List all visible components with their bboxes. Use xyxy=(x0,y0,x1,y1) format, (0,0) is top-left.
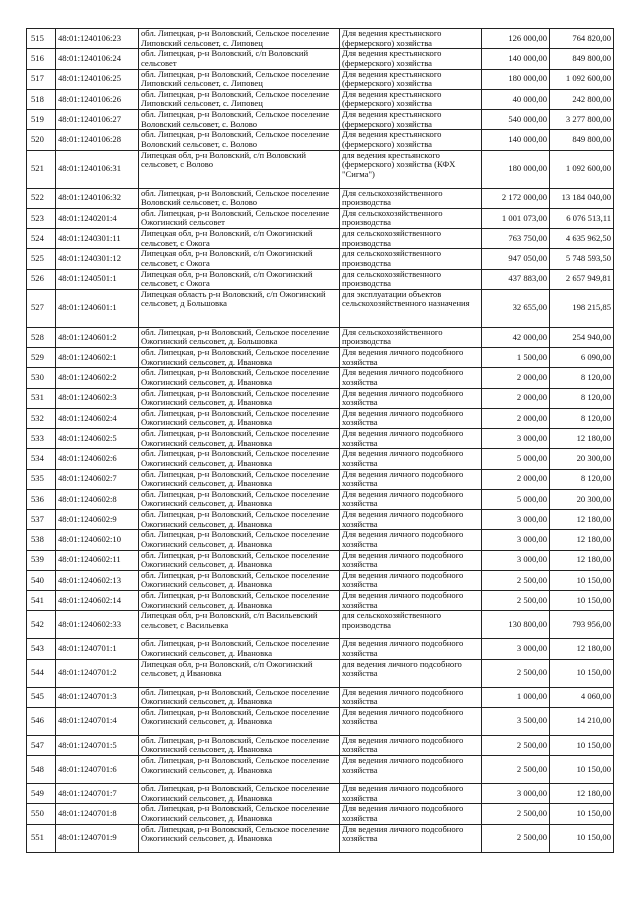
row-number: 520 xyxy=(27,130,56,150)
address: обл. Липецкая, р-н Воловский, с/п Воловский сельсовет xyxy=(139,49,340,69)
table-row xyxy=(27,591,614,611)
row-number: 530 xyxy=(27,368,56,388)
address: обл. Липецкая, р-н Воловский, Сельское поселение Ожогинский сельсовет, д. Ивановка xyxy=(139,469,340,489)
table-row xyxy=(27,29,614,49)
table-row xyxy=(27,639,614,659)
permitted-use: Для ведения личного подсобного хозяйства xyxy=(340,368,482,388)
row-number: 518 xyxy=(27,89,56,109)
address: обл. Липецкая, р-н Воловский, Сельское поселение Ожогинский сельсовет, д. Ивановка xyxy=(139,489,340,509)
cadastral-cost: 849 800,00 xyxy=(550,49,614,69)
permitted-use: Для ведения личного подсобного хозяйства xyxy=(340,429,482,449)
cadastral-number: 48:01:1240602:3 xyxy=(56,388,139,408)
table-row xyxy=(27,687,614,707)
cadastral-cost: 8 120,00 xyxy=(550,368,614,388)
address: обл. Липецкая, р-н Воловский, Сельское поселение Ожогинский сельсовет, д. Ивановка xyxy=(139,784,340,804)
area-value: 2 000,00 xyxy=(482,408,550,428)
cadastral-number: 48:01:1240601:1 xyxy=(56,289,139,327)
area-value: 5 000,00 xyxy=(482,489,550,509)
address: обл. Липецкая, р-н Воловский, Сельское поселение Ожогинский сельсовет, д. Ивановка xyxy=(139,639,340,659)
permitted-use: Для ведения личного подсобного хозяйства xyxy=(340,530,482,550)
row-number: 534 xyxy=(27,449,56,469)
permitted-use: для сельскохозяйственного производства xyxy=(340,249,482,269)
area-value: 437 883,00 xyxy=(482,269,550,289)
permitted-use: Для ведения личного подсобного хозяйства xyxy=(340,707,482,735)
permitted-use: для сельскохозяйственного производства xyxy=(340,229,482,249)
address: Липецкая обл, р-н Воловский, с/п Ожогинский сельсовет, с Ожога xyxy=(139,229,340,249)
address: обл. Липецкая, р-н Воловский, Сельское поселение Ожогинский сельсовет, д. Ивановка xyxy=(139,408,340,428)
area-value: 3 000,00 xyxy=(482,510,550,530)
row-number: 527 xyxy=(27,289,56,327)
permitted-use: Для ведения крестьянского (фермерского) хозяйства xyxy=(340,29,482,49)
row-number: 537 xyxy=(27,510,56,530)
table-row xyxy=(27,327,614,347)
table-row xyxy=(27,89,614,109)
row-number: 542 xyxy=(27,611,56,639)
cadastral-cost: 5 748 593,50 xyxy=(550,249,614,269)
area-value: 180 000,00 xyxy=(482,150,550,188)
table-row xyxy=(27,510,614,530)
cadastral-number: 48:01:1240106:31 xyxy=(56,150,139,188)
row-number: 538 xyxy=(27,530,56,550)
permitted-use: Для ведения личного подсобного хозяйства xyxy=(340,804,482,824)
area-value: 2 000,00 xyxy=(482,388,550,408)
address: обл. Липецкая, р-н Воловский, Сельское поселение Ожогинский сельсовет, д. Ивановка xyxy=(139,804,340,824)
cadastral-number: 48:01:1240301:11 xyxy=(56,229,139,249)
cadastral-cost: 13 184 040,00 xyxy=(550,188,614,208)
cadastral-cost: 12 180,00 xyxy=(550,429,614,449)
cadastral-number: 48:01:1240301:12 xyxy=(56,249,139,269)
permitted-use: Для ведения личного подсобного хозяйства xyxy=(340,824,482,852)
row-number: 549 xyxy=(27,784,56,804)
table-row xyxy=(27,229,614,249)
address: обл. Липецкая, р-н Воловский, Сельское поселение Ожогинский сельсовет, д. Ивановка xyxy=(139,735,340,755)
table-row xyxy=(27,429,614,449)
cadastral-number: 48:01:1240602:6 xyxy=(56,449,139,469)
table-row xyxy=(27,110,614,130)
address: обл. Липецкая, р-н Воловский, Сельское поселение Воловский сельсовет, с. Волово xyxy=(139,188,340,208)
cadastral-cost: 8 120,00 xyxy=(550,388,614,408)
permitted-use: для сельскохозяйственного производства xyxy=(340,269,482,289)
address: обл. Липецкая, р-н Воловский, Сельское поселение Ожогинский сельсовет, д. Ивановка xyxy=(139,348,340,368)
address: обл. Липецкая, р-н Воловский, Сельское поселение Воловский сельсовет, с. Волово xyxy=(139,110,340,130)
row-number: 551 xyxy=(27,824,56,852)
cadastral-cost: 198 215,85 xyxy=(550,289,614,327)
cadastral-number: 48:01:1240602:13 xyxy=(56,570,139,590)
permitted-use: Для ведения личного подсобного хозяйства xyxy=(340,570,482,590)
cadastral-cost: 10 150,00 xyxy=(550,824,614,852)
address: обл. Липецкая, р-н Воловский, Сельское поселение Липовский сельсовет, с. Липовец xyxy=(139,29,340,49)
area-value: 140 000,00 xyxy=(482,130,550,150)
table-row xyxy=(27,150,614,188)
table-row xyxy=(27,130,614,150)
area-value: 3 000,00 xyxy=(482,429,550,449)
area-value: 32 655,00 xyxy=(482,289,550,327)
permitted-use: Для ведения личного подсобного хозяйства xyxy=(340,550,482,570)
cadastral-number: 48:01:1240602:4 xyxy=(56,408,139,428)
table-row xyxy=(27,550,614,570)
cadastral-cost: 12 180,00 xyxy=(550,530,614,550)
area-value: 3 000,00 xyxy=(482,550,550,570)
area-value: 2 500,00 xyxy=(482,824,550,852)
cadastral-cost: 8 120,00 xyxy=(550,408,614,428)
cadastral-cost: 14 210,00 xyxy=(550,707,614,735)
cadastral-cost: 12 180,00 xyxy=(550,784,614,804)
cadastral-cost: 20 300,00 xyxy=(550,489,614,509)
cadastral-number: 48:01:1240201:4 xyxy=(56,208,139,228)
cadastral-number: 48:01:1240701:5 xyxy=(56,735,139,755)
row-number: 541 xyxy=(27,591,56,611)
row-number: 533 xyxy=(27,429,56,449)
cadastral-cost: 8 120,00 xyxy=(550,469,614,489)
cadastral-number: 48:01:1240701:4 xyxy=(56,707,139,735)
area-value: 540 000,00 xyxy=(482,110,550,130)
cadastral-number: 48:01:1240602:5 xyxy=(56,429,139,449)
area-value: 126 000,00 xyxy=(482,29,550,49)
address: обл. Липецкая, р-н Воловский, Сельское поселение Воловский сельсовет, с. Волово xyxy=(139,130,340,150)
table-row xyxy=(27,489,614,509)
row-number: 546 xyxy=(27,707,56,735)
permitted-use: Для сельскохозяйственного производства xyxy=(340,208,482,228)
cadastral-number: 48:01:1240701:8 xyxy=(56,804,139,824)
cadastral-cost: 10 150,00 xyxy=(550,659,614,687)
area-value: 5 000,00 xyxy=(482,449,550,469)
permitted-use: Для ведения личного подсобного хозяйства xyxy=(340,756,482,784)
area-value: 130 800,00 xyxy=(482,611,550,639)
cadastral-cost: 764 820,00 xyxy=(550,29,614,49)
address: Липецкая обл, р-н Воловский, с/п Васильевский сельсовет, с Васильевка xyxy=(139,611,340,639)
table-row xyxy=(27,188,614,208)
cadastral-number: 48:01:1240602:10 xyxy=(56,530,139,550)
cadastral-cost: 10 150,00 xyxy=(550,570,614,590)
permitted-use: Для ведения личного подсобного хозяйства xyxy=(340,510,482,530)
cadastral-number: 48:01:1240701:3 xyxy=(56,687,139,707)
row-number: 529 xyxy=(27,348,56,368)
area-value: 947 050,00 xyxy=(482,249,550,269)
permitted-use: Для ведения личного подсобного хозяйства xyxy=(340,388,482,408)
cadastral-cost: 10 150,00 xyxy=(550,591,614,611)
row-number: 536 xyxy=(27,489,56,509)
cadastral-number: 48:01:1240106:32 xyxy=(56,188,139,208)
row-number: 519 xyxy=(27,110,56,130)
table-row xyxy=(27,388,614,408)
address: обл. Липецкая, р-н Воловский, Сельское поселение Ожогинский сельсовет, д. Ивановка xyxy=(139,570,340,590)
cadastral-cost: 242 800,00 xyxy=(550,89,614,109)
table-row xyxy=(27,784,614,804)
table-row xyxy=(27,408,614,428)
land-plots-table xyxy=(26,28,614,853)
area-value: 1 001 073,00 xyxy=(482,208,550,228)
table-row xyxy=(27,368,614,388)
table-row xyxy=(27,707,614,735)
area-value: 2 172 000,00 xyxy=(482,188,550,208)
area-value: 3 000,00 xyxy=(482,530,550,550)
cadastral-cost: 20 300,00 xyxy=(550,449,614,469)
row-number: 525 xyxy=(27,249,56,269)
table-row xyxy=(27,756,614,784)
area-value: 1 500,00 xyxy=(482,348,550,368)
address: обл. Липецкая, р-н Воловский, Сельское поселение Ожогинский сельсовет, д. Ивановка xyxy=(139,510,340,530)
area-value: 2 000,00 xyxy=(482,368,550,388)
row-number: 524 xyxy=(27,229,56,249)
row-number: 540 xyxy=(27,570,56,590)
address: обл. Липецкая, р-н Воловский, Сельское поселение Ожогинский сельсовет, д. Ивановка xyxy=(139,824,340,852)
row-number: 545 xyxy=(27,687,56,707)
address: обл. Липецкая, р-н Воловский, Сельское поселение Липовский сельсовет, с. Липовец xyxy=(139,69,340,89)
cadastral-cost: 849 800,00 xyxy=(550,130,614,150)
address: обл. Липецкая, р-н Воловский, Сельское поселение Ожогинский сельсовет, д. Ивановка xyxy=(139,550,340,570)
cadastral-cost: 12 180,00 xyxy=(550,550,614,570)
area-value: 3 000,00 xyxy=(482,784,550,804)
address: обл. Липецкая, р-н Воловский, Сельское поселение Ожогинский сельсовет, д. Ивановка xyxy=(139,687,340,707)
cadastral-cost: 6 090,00 xyxy=(550,348,614,368)
cadastral-number: 48:01:1240106:24 xyxy=(56,49,139,69)
table-row xyxy=(27,249,614,269)
address: обл. Липецкая, р-н Воловский, Сельское поселение Ожогинский сельсовет, д. Ивановка xyxy=(139,756,340,784)
cadastral-number: 48:01:1240602:7 xyxy=(56,469,139,489)
permitted-use: Для ведения личного подсобного хозяйства xyxy=(340,449,482,469)
permitted-use: Для ведения личного подсобного хозяйства xyxy=(340,408,482,428)
area-value: 2 500,00 xyxy=(482,570,550,590)
row-number: 531 xyxy=(27,388,56,408)
table-body xyxy=(27,29,614,853)
address: обл. Липецкая, р-н Воловский, Сельское поселение Ожогинский сельсовет, д. Ивановка xyxy=(139,429,340,449)
permitted-use: Для ведения личного подсобного хозяйства xyxy=(340,687,482,707)
table-row xyxy=(27,530,614,550)
cadastral-cost: 1 092 600,00 xyxy=(550,69,614,89)
row-number: 517 xyxy=(27,69,56,89)
area-value: 2 500,00 xyxy=(482,735,550,755)
permitted-use: для сельскохозяйственного производства xyxy=(340,611,482,639)
permitted-use: Для ведения личного подсобного хозяйства xyxy=(340,348,482,368)
row-number: 523 xyxy=(27,208,56,228)
document-page xyxy=(26,28,614,853)
table-row xyxy=(27,804,614,824)
row-number: 544 xyxy=(27,659,56,687)
cadastral-cost: 10 150,00 xyxy=(550,804,614,824)
area-value: 140 000,00 xyxy=(482,49,550,69)
cadastral-number: 48:01:1240701:6 xyxy=(56,756,139,784)
permitted-use: Для ведения личного подсобного хозяйства xyxy=(340,469,482,489)
area-value: 763 750,00 xyxy=(482,229,550,249)
row-number: 548 xyxy=(27,756,56,784)
cadastral-cost: 3 277 800,00 xyxy=(550,110,614,130)
cadastral-number: 48:01:1240106:28 xyxy=(56,130,139,150)
cadastral-number: 48:01:1240701:7 xyxy=(56,784,139,804)
permitted-use: Для ведения личного подсобного хозяйства xyxy=(340,591,482,611)
permitted-use: Для сельскохозяйственного производства xyxy=(340,327,482,347)
address: Липецкая обл, р-н Воловский, с/п Ожогинский сельсовет, с Ожога xyxy=(139,269,340,289)
cadastral-number: 48:01:1240602:11 xyxy=(56,550,139,570)
table-row xyxy=(27,824,614,852)
table-row xyxy=(27,49,614,69)
permitted-use: для ведения крестьянского (фермерского) хозяйства (КФХ "Сигма") xyxy=(340,150,482,188)
table-row xyxy=(27,735,614,755)
address: обл. Липецкая, р-н Воловский, Сельское поселение Ожогинский сельсовет, д. Большовка xyxy=(139,327,340,347)
row-number: 515 xyxy=(27,29,56,49)
table-row xyxy=(27,659,614,687)
row-number: 539 xyxy=(27,550,56,570)
row-number: 526 xyxy=(27,269,56,289)
table-row xyxy=(27,348,614,368)
cadastral-number: 48:01:1240106:25 xyxy=(56,69,139,89)
permitted-use: Для ведения крестьянского (фермерского) хозяйства xyxy=(340,69,482,89)
permitted-use: Для ведения крестьянского (фермерского) хозяйства xyxy=(340,110,482,130)
address: Липецкая обл, р-н Воловский, с/п Ожогинский сельсовет, с Ожога xyxy=(139,249,340,269)
permitted-use: Для ведения личного подсобного хозяйства xyxy=(340,784,482,804)
address: обл. Липецкая, р-н Воловский, Сельское поселение Ожогинский сельсовет, д. Ивановка xyxy=(139,707,340,735)
table-row xyxy=(27,69,614,89)
address: обл. Липецкая, р-н Воловский, Сельское поселение Ожогинский сельсовет xyxy=(139,208,340,228)
table-row xyxy=(27,449,614,469)
table-row xyxy=(27,469,614,489)
table-row xyxy=(27,208,614,228)
row-number: 521 xyxy=(27,150,56,188)
cadastral-number: 48:01:1240501:1 xyxy=(56,269,139,289)
cadastral-number: 48:01:1240701:1 xyxy=(56,639,139,659)
permitted-use: Для ведения крестьянского (фермерского) хозяйства xyxy=(340,89,482,109)
table-row xyxy=(27,570,614,590)
cadastral-number: 48:01:1240601:2 xyxy=(56,327,139,347)
cadastral-number: 48:01:1240106:26 xyxy=(56,89,139,109)
cadastral-number: 48:01:1240602:14 xyxy=(56,591,139,611)
cadastral-cost: 4 060,00 xyxy=(550,687,614,707)
cadastral-number: 48:01:1240602:1 xyxy=(56,348,139,368)
row-number: 522 xyxy=(27,188,56,208)
area-value: 1 000,00 xyxy=(482,687,550,707)
area-value: 2 500,00 xyxy=(482,591,550,611)
row-number: 547 xyxy=(27,735,56,755)
cadastral-cost: 1 092 600,00 xyxy=(550,150,614,188)
row-number: 543 xyxy=(27,639,56,659)
row-number: 535 xyxy=(27,469,56,489)
cadastral-number: 48:01:1240106:27 xyxy=(56,110,139,130)
cadastral-cost: 12 180,00 xyxy=(550,510,614,530)
row-number: 550 xyxy=(27,804,56,824)
address: обл. Липецкая, р-н Воловский, Сельское поселение Ожогинский сельсовет, д. Ивановка xyxy=(139,449,340,469)
area-value: 2 500,00 xyxy=(482,659,550,687)
cadastral-number: 48:01:1240602:8 xyxy=(56,489,139,509)
cadastral-cost: 254 940,00 xyxy=(550,327,614,347)
table-row xyxy=(27,289,614,327)
cadastral-cost: 6 076 513,11 xyxy=(550,208,614,228)
permitted-use: Для сельскохозяйственного производства xyxy=(340,188,482,208)
address: обл. Липецкая, р-н Воловский, Сельское поселение Ожогинский сельсовет, д. Ивановка xyxy=(139,388,340,408)
area-value: 2 000,00 xyxy=(482,469,550,489)
permitted-use: для ведения личного подсобного хозяйства xyxy=(340,659,482,687)
area-value: 180 000,00 xyxy=(482,69,550,89)
permitted-use: Для ведения крестьянского (фермерского) хозяйства xyxy=(340,49,482,69)
row-number: 532 xyxy=(27,408,56,428)
area-value: 42 000,00 xyxy=(482,327,550,347)
row-number: 528 xyxy=(27,327,56,347)
address: Липецкая область р-н Воловский, с/п Ожогинский сельсовет, д Большовка xyxy=(139,289,340,327)
cadastral-cost: 10 150,00 xyxy=(550,735,614,755)
area-value: 40 000,00 xyxy=(482,89,550,109)
cadastral-number: 48:01:1240602:33 xyxy=(56,611,139,639)
cadastral-cost: 12 180,00 xyxy=(550,639,614,659)
permitted-use: Для ведения личного подсобного хозяйства xyxy=(340,489,482,509)
permitted-use: Для ведения личного подсобного хозяйства xyxy=(340,735,482,755)
cadastral-cost: 2 657 949,81 xyxy=(550,269,614,289)
address: обл. Липецкая, р-н Воловский, Сельское поселение Липовский сельсовет, с. Липовец xyxy=(139,89,340,109)
area-value: 3 500,00 xyxy=(482,707,550,735)
cadastral-number: 48:01:1240701:2 xyxy=(56,659,139,687)
address: обл. Липецкая, р-н Воловский, Сельское поселение Ожогинский сельсовет, д. Ивановка xyxy=(139,368,340,388)
area-value: 2 500,00 xyxy=(482,804,550,824)
cadastral-number: 48:01:1240602:9 xyxy=(56,510,139,530)
area-value: 3 000,00 xyxy=(482,639,550,659)
address: обл. Липецкая, р-н Воловский, Сельское поселение Ожогинский сельсовет, д. Ивановка xyxy=(139,530,340,550)
permitted-use: Для ведения крестьянского (фермерского) хозяйства xyxy=(340,130,482,150)
cadastral-number: 48:01:1240602:2 xyxy=(56,368,139,388)
area-value: 2 500,00 xyxy=(482,756,550,784)
table-row xyxy=(27,611,614,639)
address: обл. Липецкая, р-н Воловский, Сельское поселение Ожогинский сельсовет, д. Ивановка xyxy=(139,591,340,611)
address: Липецкая обл, р-н Воловский, с/п Воловский сельсовет, с Волово xyxy=(139,150,340,188)
table-row xyxy=(27,269,614,289)
row-number: 516 xyxy=(27,49,56,69)
cadastral-cost: 793 956,00 xyxy=(550,611,614,639)
address: Липецкая обл, р-н Воловский, с/п Ожогинский сельсовет, д Ивановка xyxy=(139,659,340,687)
cadastral-cost: 10 150,00 xyxy=(550,756,614,784)
cadastral-number: 48:01:1240106:23 xyxy=(56,29,139,49)
permitted-use: для эксплуатации объектов сельскохозяйственного назначения xyxy=(340,289,482,327)
cadastral-number: 48:01:1240701:9 xyxy=(56,824,139,852)
cadastral-cost: 4 635 962,50 xyxy=(550,229,614,249)
permitted-use: Для ведения личного подсобного хозяйства xyxy=(340,639,482,659)
